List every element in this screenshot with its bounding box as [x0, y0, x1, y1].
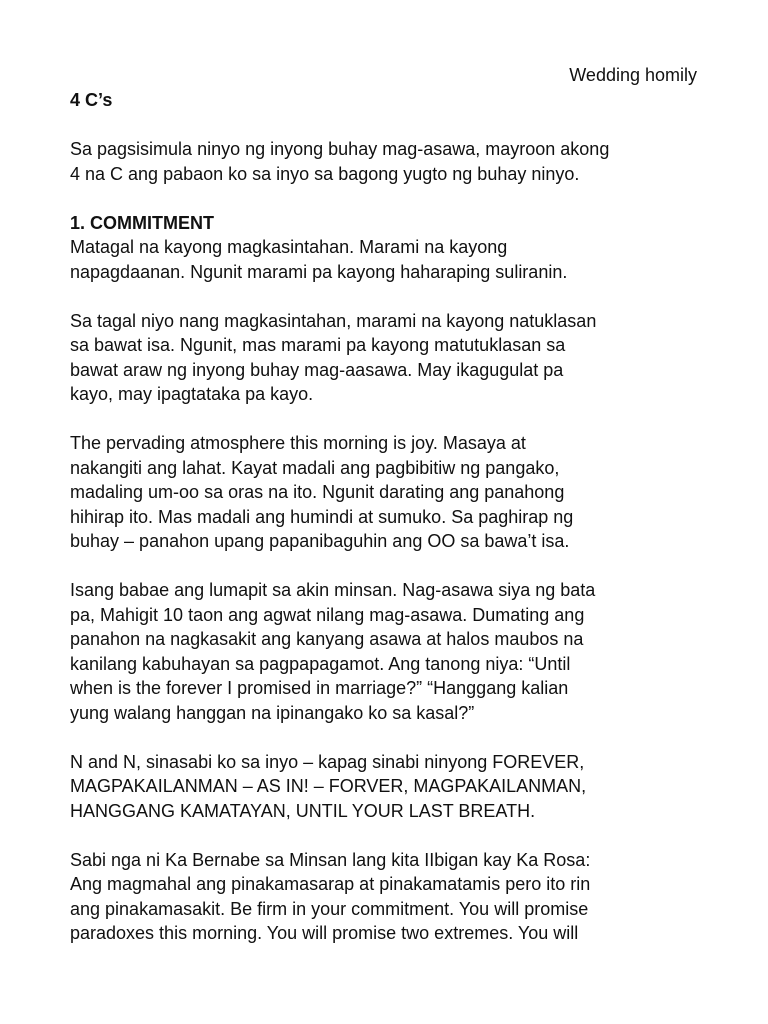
- spacer: [70, 284, 710, 309]
- spacer: [70, 113, 710, 138]
- paragraph: Matagal na kayong magkasintahan. Marami na kayong napagdaanan. Ngunit marami pa kayong haharaping suliranin.: [70, 237, 568, 282]
- document-title: 4 C’s: [70, 90, 113, 110]
- document-body: [70, 88, 710, 946]
- spacer: [70, 823, 710, 848]
- spacer: [70, 186, 710, 211]
- paragraph: Sa tagal niyo nang magkasintahan, marami na kayong natuklasan sa bawat isa. Ngunit, mas marami pa kayong matutuklasan sa bawat araw ng inyong buhay mag-aasawa. May ikagugulat pa kayo, may ipagtataka pa kayo.: [70, 310, 597, 404]
- intro-paragraph: Sa pagsisimula ninyo ng inyong buhay mag-asawa, mayroon akong 4 na C ang pabaon ko sa inyo sa bagong yugto ng buhay ninyo.: [70, 139, 610, 184]
- document-header: Wedding homily: [569, 65, 697, 85]
- paragraph: N and N, sinasabi ko sa inyo – kapag sinabi ninyong FOREVER, MAGPAKAILANMAN – AS IN! – FORVER, MAGPAKAILANMAN, HANGGANG KAMATAYAN, UNTIL YOUR LAST BREATH.: [70, 751, 587, 821]
- section-heading: 1. COMMITMENT: [70, 212, 214, 233]
- paragraph: Isang babae ang lumapit sa akin minsan. Nag-asawa siya ng bata pa, Mahigit 10 taon ang agwat nilang mag-asawa. Dumating ang panahon na nagkasakit ang kanyang asawa at halos maubos na kanilang kabuhayan sa pagpapagamot. Ang tanong niya: “Until when is the forever I promised in marriage?” “Hanggang kalian yung walang hanggan na ipinangako ko sa kasal?”: [70, 580, 596, 723]
- spacer: [70, 725, 710, 750]
- spacer: [70, 407, 710, 432]
- paragraph: The pervading atmosphere this morning is joy. Masaya at nakangiti ang lahat. Kayat madali ang pagbibitiw ng pangako, madaling um-oo sa oras na ito. Ngunit darating ang panahong hihirap ito. Mas madali ang humindi at sumuko. Sa paghirap ng buhay – panahon upang papanibaguhin ang OO sa bawa’t isa.: [70, 433, 574, 551]
- paragraph: Sabi nga ni Ka Bernabe sa Minsan lang kita IIbigan kay Ka Rosa: Ang magmahal ang pinakamasarap at pinakamatamis pero ito rin ang pinakamasakit. Be firm in your commitment. You will promise paradoxes this morning. You will promise two extremes. You will: [70, 849, 591, 943]
- spacer: [70, 554, 710, 579]
